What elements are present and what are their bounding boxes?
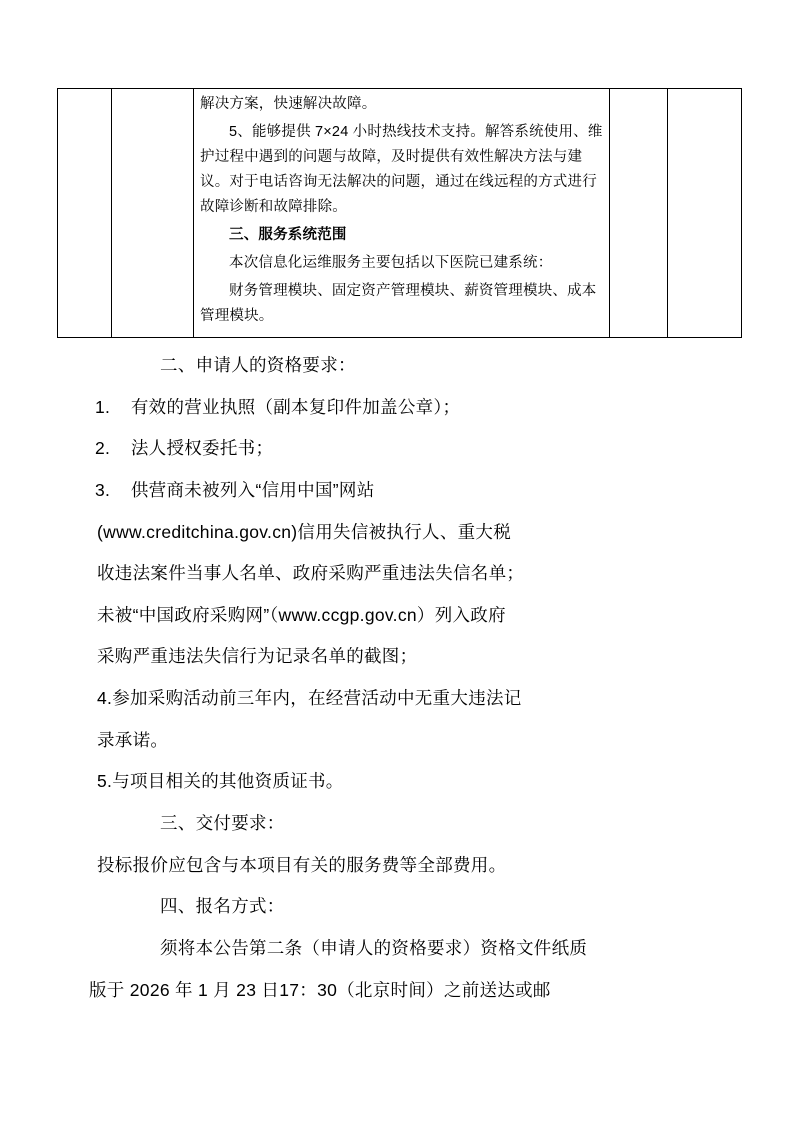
cell-line-1: 解决方案，快速解决故障。 [200,96,377,112]
table-cell-col2 [112,89,194,338]
qualification-heading: 二、申请人的资格要求： [160,355,356,375]
document-body [57,345,736,1011]
delivery-heading: 三、交付要求： [160,813,285,834]
qual-item-3-line3: 收违法案件当事人名单、政府采购严重违法失信名单； [97,563,525,584]
cell-line-2: 5、能够提供 7×24 小时热线技术支持。解答系统使用、维护过程中遇到的问题与故障，及时提供有效性解决方法与建议。对于电话咨询无法解决的问题，通过在线远程的方式进行故障诊断和故障排除。 [200,123,603,215]
qual-item-5: 5.与项目相关的其他资质证书。 [97,771,344,792]
table-cell-col5 [668,89,742,338]
table-cell-col4 [610,89,668,338]
qual-item-4-line1: 4.参加采购活动前三年内，在经营活动中无重大违法记 [97,688,522,709]
qual-item-1: 1. 有效的营业执照（副本复印件加盖公章）； [95,396,461,417]
table-row [58,89,742,338]
delivery-body: 投标报价应包含与本项目有关的服务费等全部费用。 [97,854,507,875]
registration-line1: 须将本公告第二条（申请人的资格要求）资格文件纸质 [160,937,588,958]
registration-heading: 四、报名方式： [160,896,285,917]
requirements-table [57,88,742,338]
qual-item-2: 2. 法人授权委托书； [95,438,274,459]
cell-line-3: 本次信息化运维服务主要包括以下医院已建系统： [229,254,553,271]
table-cell-content [194,89,610,338]
table-cell-col1 [58,89,112,338]
cell-line-4: 财务管理模块、固定资产管理模块、薪资管理模块、成本管理模块。 [200,282,597,324]
qual-item-3-line4: 未被“中国政府采购网”（www.ccgp.gov.cn）列入政府 [97,604,506,625]
qual-item-3-line5: 采购严重违法失信行为记录名单的截图； [97,646,418,667]
cell-heading-3: 三、服务系统范围 [229,226,347,243]
registration-line2: 版于 2026 年 1 月 23 日17：30（北京时间）之前送达或邮 [89,979,551,1000]
qual-item-3-line1: 3. 供营商未被列入“信用中国”网站 [95,479,375,500]
qual-item-4-line2: 录承诺。 [97,729,169,750]
qual-item-3-line2: (www.creditchina.gov.cn)信用失信被执行人、重大税 [97,521,512,542]
